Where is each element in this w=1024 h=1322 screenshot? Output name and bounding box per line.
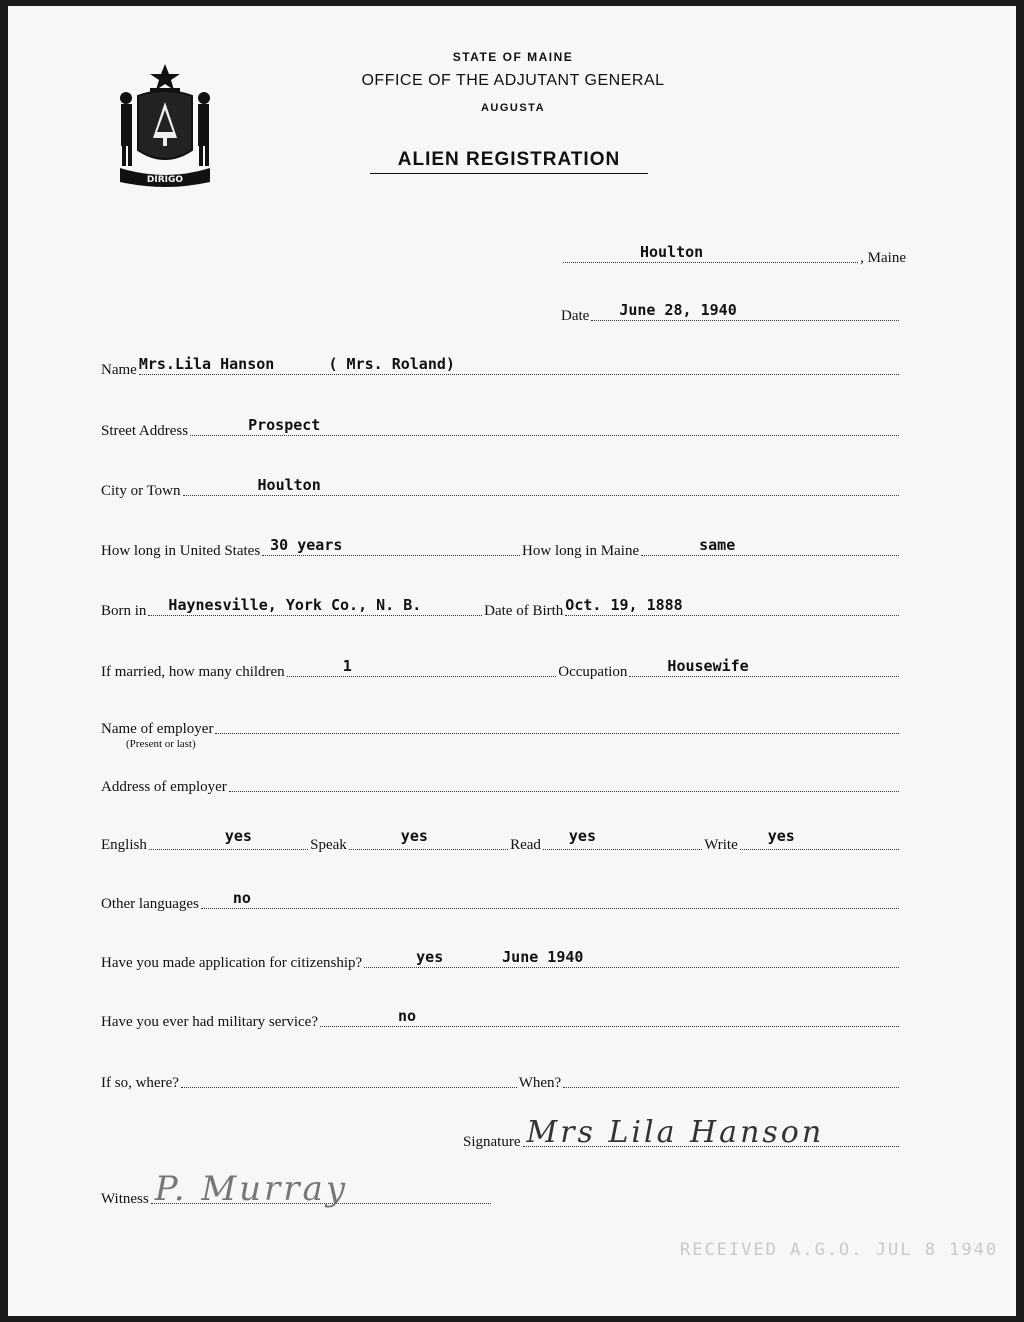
other-languages-value[interactable]: no [232,889,251,907]
place-row [561,243,906,267]
header-city: AUGUSTA [480,102,546,114]
received-stamp: RECEIVED A.G.O. JUL 8 1940 [680,1240,999,1260]
city-label: City or Town [101,483,181,499]
date-value[interactable]: June 28, 1940 [619,301,737,319]
maine-label: How long in Maine [522,543,640,559]
occupation-value[interactable]: Housewife [667,657,749,675]
date-label: Date [561,308,590,324]
citizenship-date[interactable]: June 1940 [502,948,584,966]
street-row [101,416,901,440]
other-languages-row [101,889,901,913]
military-row [101,1007,901,1031]
signature-row [463,1115,901,1151]
dob-value[interactable]: Oct. 19, 1888 [565,596,683,614]
military-label: Have you ever had military service? [101,1014,318,1030]
military-value[interactable]: no [398,1007,417,1025]
maine-state-seal-icon [110,58,220,192]
english-label: English [101,837,147,853]
place-value[interactable]: Houlton [640,243,704,261]
service-detail-row [101,1075,901,1092]
employer-sub-label: (Present or last) [126,738,196,750]
header-office: OFFICE OF THE ADJUTANT GENERAL [361,72,665,89]
occupation-label: Occupation [558,664,628,680]
place-suffix: , Maine [860,250,906,266]
other-languages-label: Other languages [101,896,199,912]
signature-value[interactable]: Mrs Lila Hanson [526,1115,825,1150]
write-label: Write [704,837,738,853]
family-row [101,657,901,681]
residence-row [101,536,901,560]
when-label: When? [518,1075,562,1091]
form-title: ALIEN REGISTRATION [370,149,648,174]
name-row [101,355,901,379]
citizenship-row [101,948,901,972]
read-label: Read [510,837,541,853]
english-row [101,827,901,854]
children-value[interactable]: 1 [342,657,352,675]
svg-text:DIRIGO: DIRIGO [146,175,184,185]
city-value[interactable]: Houlton [257,476,321,494]
street-label: Street Address [101,423,189,439]
speak-value[interactable]: yes [400,827,428,845]
employer-row [101,721,901,738]
where-label: If so, where? [101,1075,179,1091]
name-value[interactable]: Mrs.Lila Hanson ( Mrs. Roland) [138,355,455,373]
signature-label: Signature [463,1134,521,1150]
witness-row [101,1169,493,1209]
street-value[interactable]: Prospect [248,416,321,434]
speak-label: Speak [310,837,347,853]
write-value[interactable]: yes [767,827,795,845]
us-value[interactable]: 30 years [270,536,343,554]
citizenship-label: Have you made application for citizenship? [101,955,363,971]
maine-value[interactable]: same [699,536,736,554]
children-label: If married, how many children [101,664,285,680]
witness-signature[interactable]: P. Murray [154,1169,349,1209]
city-row [101,476,901,500]
employer-address-label: Address of employer [101,779,227,795]
employer-address-row [101,779,901,796]
read-value[interactable]: yes [568,827,596,845]
witness-label: Witness [101,1191,149,1207]
name-label: Name [101,362,137,378]
citizenship-value[interactable]: yes [416,948,444,966]
born-value[interactable]: Haynesville, York Co., N. B. [168,596,422,614]
date-row [561,301,901,325]
employer-label: Name of employer [101,721,214,737]
birth-row [101,596,901,620]
born-label: Born in [101,603,147,619]
us-label: How long in United States [101,543,261,559]
dob-label: Date of Birth [484,603,564,619]
header-state: STATE OF MAINE [452,50,574,64]
english-value[interactable]: yes [224,827,252,845]
form-sheet [8,6,1016,1316]
